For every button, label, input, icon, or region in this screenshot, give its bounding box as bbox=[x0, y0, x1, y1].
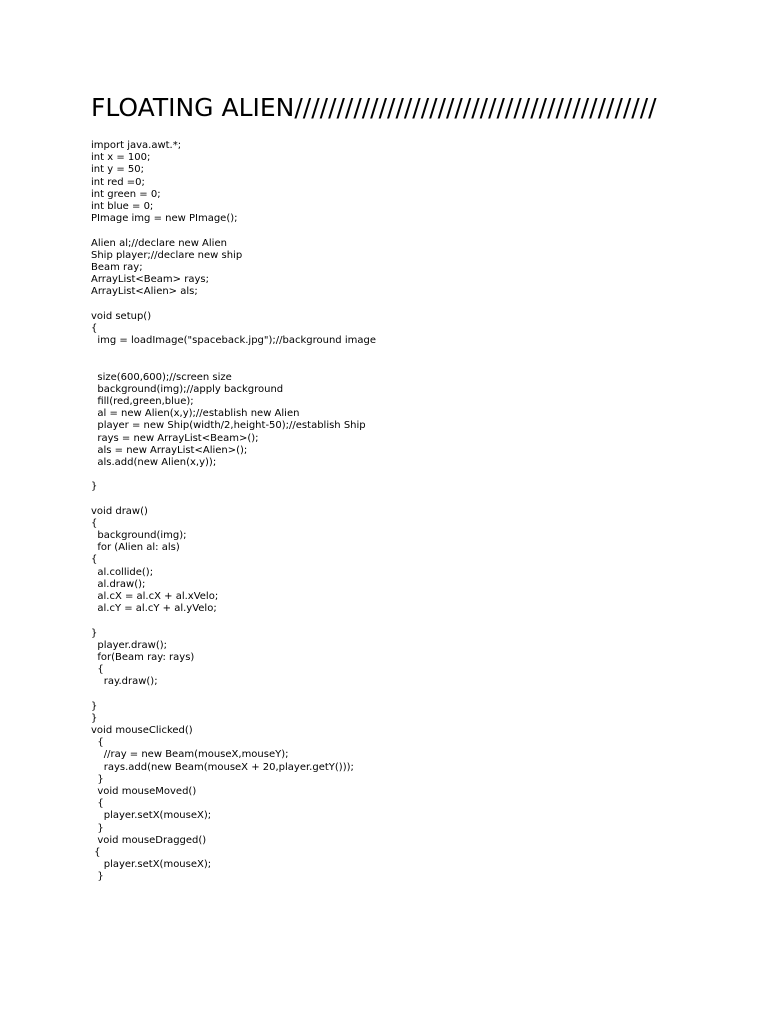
code-line: void mouseDragged() bbox=[91, 834, 207, 846]
code-listing bbox=[91, 140, 751, 883]
code-line bbox=[91, 688, 751, 700]
code-line bbox=[91, 347, 751, 359]
code-line bbox=[91, 615, 751, 627]
code-line: rays = new ArrayList<Beam>(); bbox=[91, 432, 259, 444]
code-line: } bbox=[91, 822, 104, 834]
code-line: { bbox=[91, 517, 98, 529]
code-line: { bbox=[91, 322, 98, 334]
code-line bbox=[91, 298, 751, 310]
code-line: PImage img = new PImage(); bbox=[91, 213, 238, 225]
code-line: int x = 100; bbox=[91, 152, 151, 164]
code-line: ArrayList<Beam> rays; bbox=[91, 274, 209, 286]
code-line: int green = 0; bbox=[91, 188, 161, 200]
code-line: } bbox=[91, 871, 104, 883]
code-line: { bbox=[91, 798, 104, 810]
code-line: size(600,600);//screen size bbox=[91, 371, 232, 383]
code-line: Beam ray; bbox=[91, 261, 143, 273]
code-line: al = new Alien(x,y);//establish new Alien bbox=[91, 408, 300, 420]
code-line: for(Beam ray: rays) bbox=[91, 651, 195, 663]
code-line: player.setX(mouseX); bbox=[91, 810, 212, 822]
code-line: void draw() bbox=[91, 505, 148, 517]
code-line: { bbox=[91, 846, 101, 858]
code-line: } bbox=[91, 627, 98, 639]
code-line bbox=[91, 493, 751, 505]
code-line: img = loadImage("spaceback.jpg");//background image bbox=[91, 335, 376, 346]
code-line: player = new Ship(width/2,height-50);//establish Ship bbox=[91, 420, 366, 432]
code-line: { bbox=[91, 554, 98, 566]
code-line: ray.draw(); bbox=[91, 676, 158, 688]
code-line: al.collide(); bbox=[91, 566, 154, 578]
code-line: rays.add(new Beam(mouseX + 20,player.getY())); bbox=[91, 761, 354, 773]
code-line: void mouseMoved() bbox=[91, 785, 197, 797]
code-line: background(img);//apply background bbox=[91, 383, 284, 395]
code-line: Alien al;//declare new Alien bbox=[91, 237, 227, 249]
code-line: } bbox=[91, 700, 98, 712]
code-line bbox=[91, 359, 751, 371]
code-line: al.draw(); bbox=[91, 578, 146, 590]
code-line: int blue = 0; bbox=[91, 200, 154, 212]
code-line: int red =0; bbox=[91, 176, 145, 188]
code-line: al.cY = al.cY + al.yVelo; bbox=[91, 603, 217, 615]
code-line: for (Alien al: als) bbox=[91, 542, 180, 554]
document-title: FLOATING ALIEN/////////////////////////////////////////// bbox=[91, 93, 657, 122]
code-line: //ray = new Beam(mouseX,mouseY); bbox=[91, 749, 289, 761]
code-line: al.cX = al.cX + al.xVelo; bbox=[91, 590, 219, 602]
code-line: } bbox=[91, 773, 104, 785]
code-line: player.draw(); bbox=[91, 639, 167, 651]
code-line bbox=[91, 469, 751, 481]
code-line: void setup() bbox=[91, 310, 152, 322]
code-line: import java.awt.*; bbox=[91, 140, 182, 151]
code-line: als = new ArrayList<Alien>(); bbox=[91, 444, 248, 456]
code-line: als.add(new Alien(x,y)); bbox=[91, 456, 217, 468]
code-line: int y = 50; bbox=[91, 164, 144, 176]
code-line: void mouseClicked() bbox=[91, 725, 193, 736]
code-line: { bbox=[91, 737, 104, 749]
code-line bbox=[91, 225, 751, 237]
code-line: fill(red,green,blue); bbox=[91, 395, 194, 407]
code-line: ArrayList<Alien> als; bbox=[91, 286, 198, 298]
code-line: } bbox=[91, 712, 98, 724]
code-line: player.setX(mouseX); bbox=[91, 859, 212, 871]
code-line: background(img); bbox=[91, 530, 187, 541]
code-line: { bbox=[91, 664, 104, 676]
code-line: } bbox=[91, 481, 98, 493]
code-line: Ship player;//declare new ship bbox=[91, 249, 243, 261]
